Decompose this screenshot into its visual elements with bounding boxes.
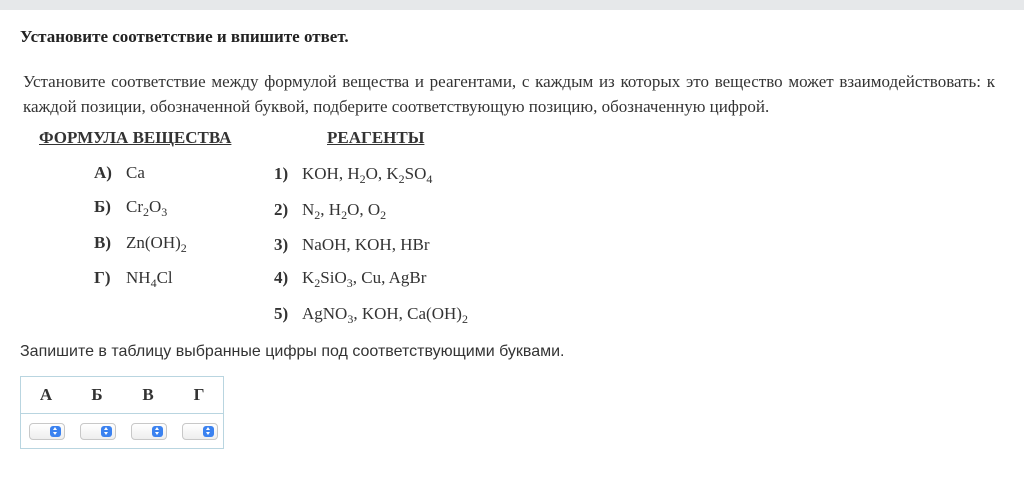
formula-column-header: ФОРМУЛА ВЕЩЕСТВА [39,128,232,147]
formula-item [94,163,145,183]
select-arrows-icon [101,426,112,437]
answer-header-g: Г [193,385,205,404]
question-title: Установите соответствие и впишите ответ. [20,27,349,46]
reagent-item [274,304,468,326]
answer-header-v: В [142,385,154,404]
answer-select-v[interactable] [131,423,167,440]
reagent-value: KOH, $H_2O$, $K_2SO_4$ [302,164,433,186]
formula-label: А) [94,163,112,182]
select-arrows-icon [50,426,61,437]
answer-table-header [21,377,223,414]
reagent-label: 5) [274,304,289,323]
answer-header-a: А [39,385,53,404]
reagent-value: AgNO$_3$, KOH, $Ca(OH)_2$ [302,304,468,326]
reagent-label: 3) [274,235,289,254]
answer-instruction: Запишите в таблицу выбранные цифры под соответствующими буквами. [20,343,565,360]
answer-table [20,376,224,449]
reagent-label: 2) [274,200,289,219]
reagent-item [274,164,433,186]
answer-header-b: Б [91,385,103,404]
formula-value: Ca [126,163,145,182]
reagent-label: 1) [274,164,289,183]
reagent-item [274,200,387,222]
reagent-label: 4) [274,268,289,287]
formula-value: $NH_4Cl$ [126,268,173,290]
select-arrows-icon [203,426,214,437]
answer-select-a[interactable] [29,423,65,440]
task-description: Установите соответствие между формулой вещества и реагентами, с каждым из которых это вещество может взаимодействовать: к каждой позиции, обозначенной буквой, подберите соответствующую позицию, обозначенную цифрой. [23,72,995,116]
select-arrows-icon [152,426,163,437]
top-bar [0,0,1024,10]
reagent-item [274,235,430,255]
reagent-item [274,268,427,290]
answer-select-b[interactable] [80,423,116,440]
reagent-value: NaOH, KOH, HBr [302,235,430,254]
formula-label: Б) [94,197,111,216]
formula-label: В) [94,233,111,252]
formula-value: $Cr_2O_3$ [126,197,168,219]
answer-select-g[interactable] [182,423,218,440]
reagent-value: $N_2$, $H_2O$, $O_2$ [302,200,387,222]
reagent-value: $K_2SiO_3$, Cu, AgBr [302,268,427,290]
formula-label: Г) [94,268,111,287]
formula-value: $Zn(OH)_2$ [126,233,187,255]
formula-item [94,197,168,219]
formula-item [94,268,173,290]
reagents-column-header: РЕАГЕНТЫ [327,128,425,147]
formula-item [94,233,187,255]
